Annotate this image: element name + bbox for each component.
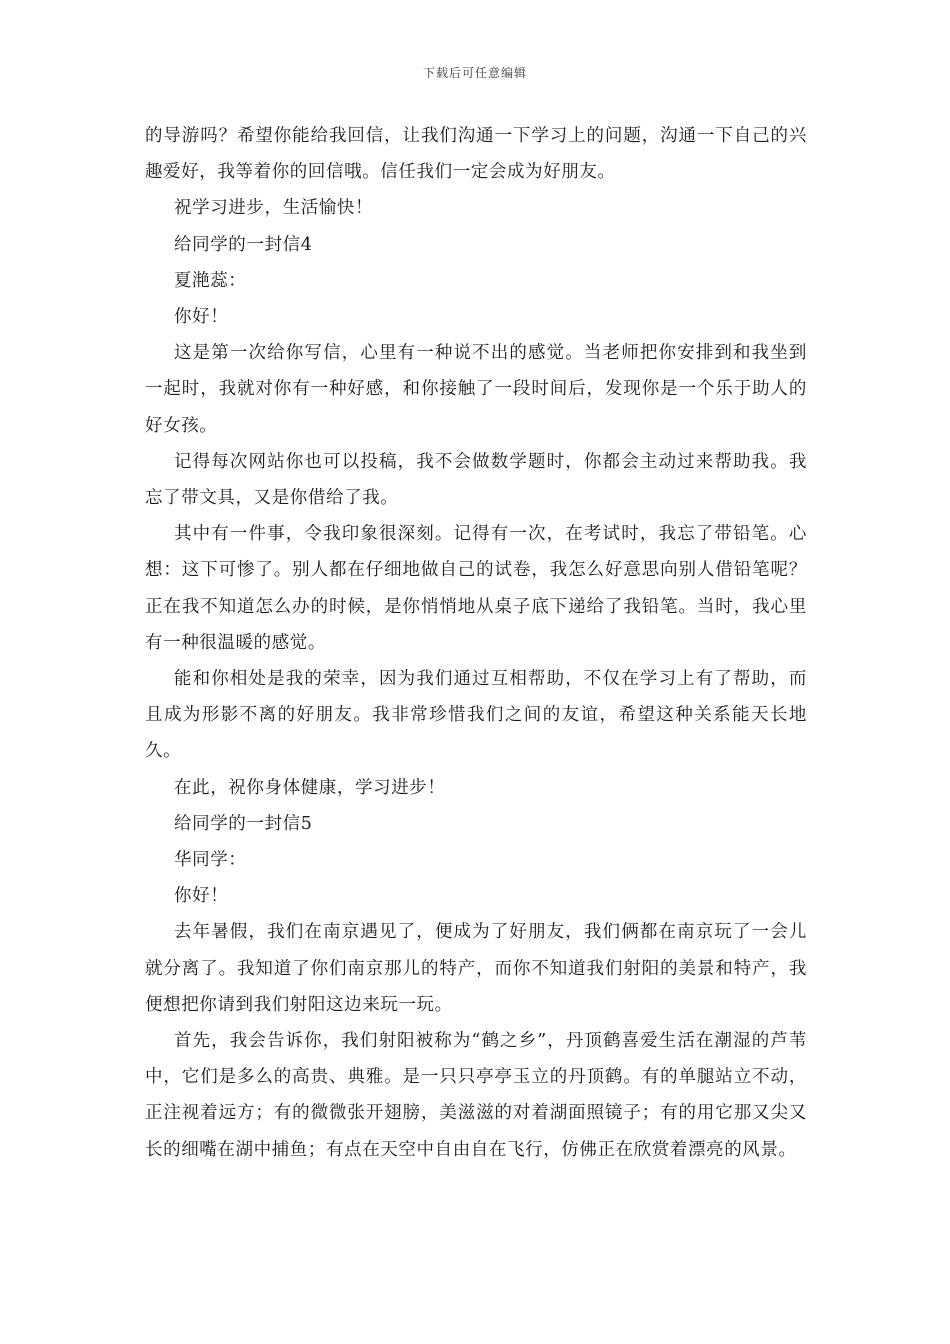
greeting: 你好！ — [174, 307, 229, 328]
document-body — [145, 118, 807, 1168]
paragraph: 首先，我会告诉你，我们射阳被称为“鹤之乡”，丹顶鹤喜爱生活在潮湿的芦苇中，它们是多么的高贵、典雅。是一只只亭亭玉立的丹顶鹤。有的单腿站立不动，正注视着远方；有的微微张开翅膀，美滋滋的对着湖面照镜子；有的用它那又尖又长的细嘴在湖中捕鱼；有点在天空中自由自在飞行，仿佛正在欣赏着漂亮的风景。 — [145, 1031, 807, 1160]
closing-wish: 祝学习进步，生活愉快！ — [174, 198, 374, 219]
letter-title-5: 给同学的一封信5 — [174, 813, 313, 834]
greeting: 你好！ — [174, 886, 229, 907]
closing-wish: 在此，祝你身体健康，学习进步！ — [174, 777, 446, 798]
paragraph-continuation: 的导游吗？希望你能给我回信，让我们沟通一下学习上的问题，沟通一下自己的兴趣爱好，我等着你的回信哦。信任我们一定会成为好朋友。 — [145, 126, 807, 183]
salutation-recipient: 华同学： — [174, 850, 247, 871]
paragraph: 其中有一件事，令我印象很深刻。记得有一次，在考试时，我忘了带铅笔。心想：这下可惨了。别人都在仔细地做自己的试卷，我怎么好意思向别人借铅笔呢？正在我不知道怎么办的时候，是你悄悄地从桌子底下递给了我铅笔。当时，我心里有一种很温暖的感觉。 — [145, 524, 807, 653]
paragraph: 这是第一次给你写信，心里有一种说不出的感觉。当老师把你安排到和我坐到一起时，我就对你有一种好感，和你接触了一段时间后，发现你是一个乐于助人的好女孩。 — [145, 343, 807, 436]
letter-title-4: 给同学的一封信4 — [174, 234, 313, 255]
paragraph: 记得每次网站你也可以投稿，我不会做数学题时，你都会主动过来帮助我。我忘了带文具，又是你借给了我。 — [145, 451, 807, 509]
page-header: 下载后可任意编辑 — [422, 66, 527, 80]
paragraph: 能和你相处是我的荣幸，因为我们通过互相帮助，不仅在学习上有了帮助，而且成为形影不离的好朋友。我非常珍惜我们之间的友谊，希望这种关系能天长地久。 — [145, 669, 807, 762]
salutation-recipient: 夏滟蕊： — [174, 270, 247, 291]
paragraph: 去年暑假，我们在南京遇见了，便成为了好朋友，我们俩都在南京玩了一会儿就分离了。我知道了你们南京那儿的特产，而你不知道我们射阳的美景和特产，我便想把你请到我们射阳这边来玩一玩。 — [145, 922, 807, 1015]
